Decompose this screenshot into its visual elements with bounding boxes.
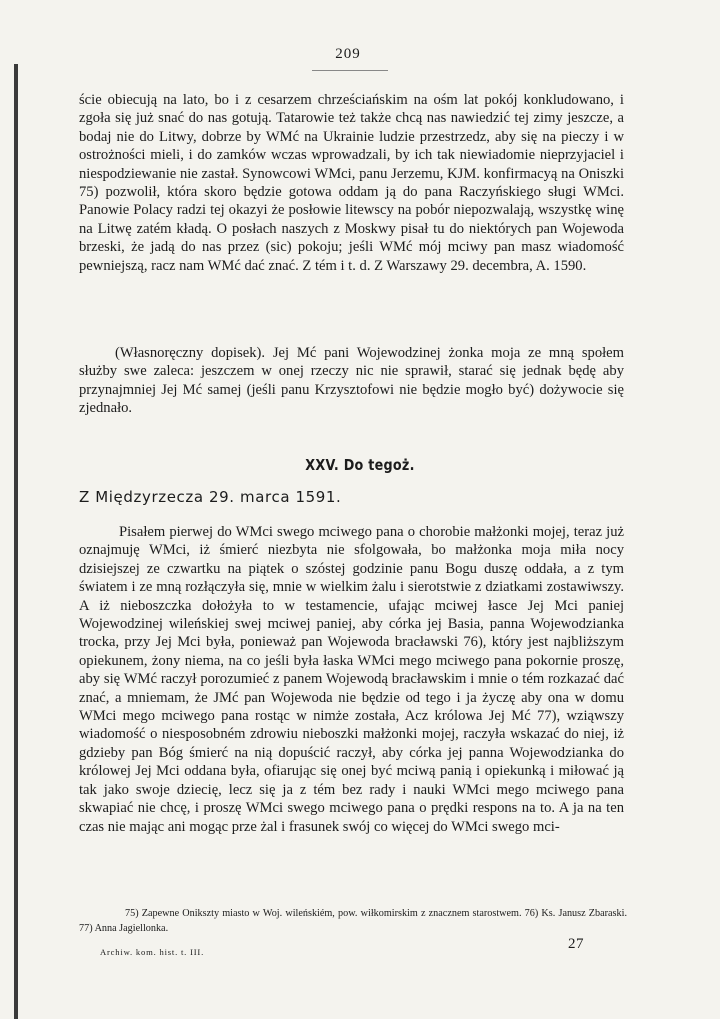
- letter-body-continued: ście obiecują na lato, bo i z cesarzem chrześciańskim na ośm lat pokój konkludowano, i zgoła się już snać do nas gotują. Tatarowie też także chcą nas nawiedzić tej zimy jeszcze, a bodaj nie do Litwy, dobrze by WMć na Ukrainie ludzie przestrzedz, aby się na pieczy i w ostrożności mieli, i do zamków wczas wprowadzali, by ich tak niewiadomie nieprzyjaciel i niespodziewanie nie zastał. Synowcowi WMci, panu Jerzemu, KJM. konfirmacyą na Oniszki 75) pozwolił, która skoro będzie gotowa oddam ją do pana Raczyńskiego sługi WMci. Panowie Polacy radzi tej okazyi że posłowie litewscy na pobór niepozwalają, wszystkę winę na Litwę zatém kładą. O posłach naszych z Moskwy pisał tu do niektórych pan Wojewoda brzeski, że jadą do nas przez (sic) pokoju; jeśli WMć mój mciwy pan masz wiadomość pewniejszą, racz nam WMć dać znać. Z tém i t. d. Z Warszawy 29. decembra, A. 1590.: [79, 92, 624, 274]
- letter-place-date: Z Międzyrzecza 29. marca 1591.: [79, 488, 342, 506]
- archive-signature-note: Archiw. kom. hist. t. III.: [100, 947, 205, 957]
- footnotes: 75) Zapewne Onikszty miasto w Woj. wileńskiém, pow. wiłkomirskim z znacznem starostwem. 76) Ks. Janusz Zbaraski. 77) Anna Jagiellonka.: [79, 908, 627, 934]
- letter-body: Pisałem pierwej do WMci swego mciwego pana o chorobie małżonki mojej, teraz już oznajmuję WMci, iż śmierć niezbyta nie sfolgowała, bo małżonka moja miła nocy dzisiejszej ze czwartku na piątek o szóstej godzinie panu Bogu duszę oddała, a z tym światem i ze mną rozłączyła się, mnie w wielkim żalu i sierotstwie z dziatkami zostawiwszy. A iż nieboszczka dołożyła to w testamencie, ufając mciwej łasce Jej Mci paniej Wojewodzinej wileńskiej swej mciwej paniej, aby córka jej Basia, panna Wojewodzianka trocka, przy Jej Mci była, ponieważ pan Wojewoda bracławski 76), który jest najbliższym opiekunem, żony niema, na co jeśli była łaska WMci mego mciwego pana pokornie proszę, aby się WMć raczył porozumieć z panem Wojewodą bracławskim i mnie o tém rozkazać dać znać, a mniemam, że JMć pan Wojewoda nie będzie od tego i ja życzę aby ona w domu WMci mego mciwego pana rostąc w nimże została, Acz królowa Jej Mć 77), wziąwszy wiadomość o niesposobném zdrowiu nieboszki małżonki mojej, raczyła wskazać do niej, iż gdzieby pan Bóg śmierć na nią dopuścić raczył, aby córka jej panna Wojewodzianka do królowej Jej Mci oddana była, ofiarując się onej być mciwą panią i opiekunką i miłować ją tak jako swoje dziecię, lecz się ja z tém bez rady i nauki WMci mego mciwego pana skwapiać nie chcę, i proszę WMci swego mciwego pana o prędki respons na to. A ja na ten czas nie mając ani mogąc prze żal i frasunek swój co więcej do WMci swego mci-: [79, 524, 624, 835]
- binding-edge: [14, 64, 18, 1019]
- handwritten-postscript: (Własnoręczny dopisek). Jej Mć pani Wojewodzinej żonka moja ze mną społem służby swe zaleca: jeszczem w onej rzeczy nic nie sprawił, starać się jednak będę aby przynajmniej Jej Mć samej (jeśli panu Krzysztofowi nie będzie mogło być) dożywocie się zjednało.: [79, 345, 624, 417]
- letter-heading: XXV. Do tegoż.: [305, 456, 415, 474]
- page-number-rule: [312, 70, 388, 71]
- page-number: 209: [335, 46, 361, 62]
- printer-signature-mark: 27: [568, 936, 584, 952]
